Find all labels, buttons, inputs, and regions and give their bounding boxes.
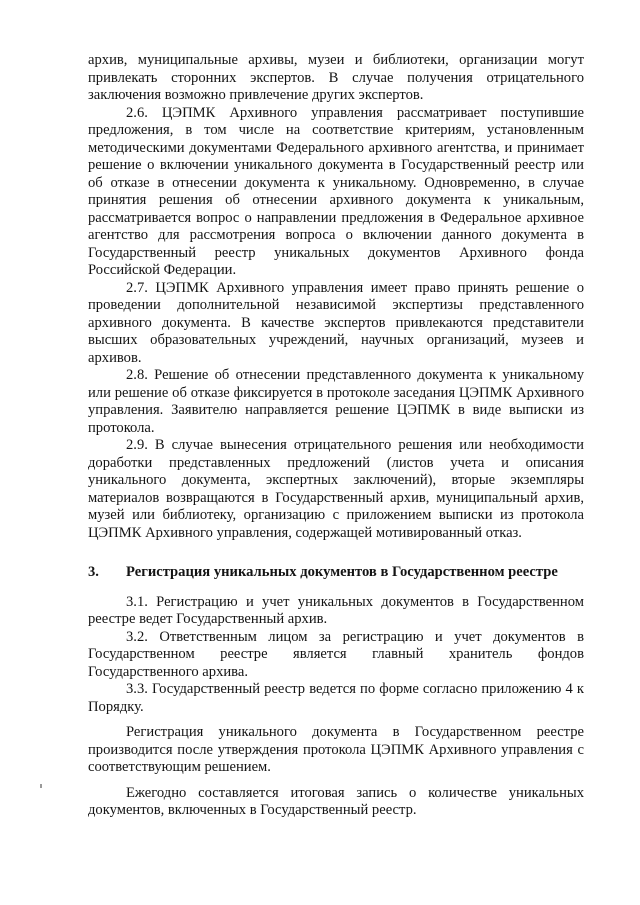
paragraph-spacer xyxy=(88,777,584,785)
section-number: 3. xyxy=(88,564,99,580)
paragraph-2-6: 2.6. ЦЭПМК Архивного управления рассматривает поступившие предложения, в том числе на соответствие критериям, установленным методическими документами Федерального архивного агентства, и принимает решение о включении уникального документа в Государственный реестр или об отказе в отнесении документа к уникальному. Одновременно, в случае принятия решения об отнесении архивного документа к уникальным, рассматривается вопрос о направлении предложения в Федеральное архивное агентство для рассмотрения вопроса о включении данного документа в Государственный реестр уникальных документов Архивного фонда Российской Федерации. xyxy=(88,104,584,278)
paragraph-3-1: 3.1. Регистрацию и учет уникальных документов в Государственном реестре ведет Государственный архив. xyxy=(88,593,584,627)
paragraph-2-8: 2.8. Решение об отнесении представленного документа к уникальному или решение об отказе фиксируется в протоколе заседания ЦЭПМК Архивного управления. Заявителю направляется решение ЦЭПМК в виде выписки из протокола. xyxy=(88,367,584,436)
scan-speck xyxy=(40,784,42,788)
paragraph-archives-continuation: архив, муниципальные архивы, музеи и библиотеки, организации могут привлекать сторонних экспертов. В случае получения отрицательного заключения возможно привлечение других экспертов. xyxy=(88,52,584,103)
paragraph-2-9: 2.9. В случае вынесения отрицательного решения или необходимости доработки представленных предложений (листов учета и описания уникального документа, экспертных заключений), вторые экземпляры материалов возвращаются в Государственный архив, муниципальный архив, музей или библиотеку, организацию с приложением выписки из протокола ЦЭПМК Архивного управления, содержащей мотивированный отказ. xyxy=(88,437,584,541)
section-heading xyxy=(88,564,584,582)
paragraph-registration: Регистрация уникального документа в Государственном реестре производится после утверждения протокола ЦЭПМК Архивного управления с соответствующим решением. xyxy=(88,724,584,775)
section-title: Регистрация уникальных документов в Государственном реестре xyxy=(126,564,558,580)
paragraph-2-7: 2.7. ЦЭПМК Архивного управления имеет право принять решение о проведении дополнительной независимой экспертизы представленного архивного документа. В качестве экспертов привлекаются представители высших образовательных учреждений, научных организаций, музеев и архивов. xyxy=(88,279,584,366)
paragraph-3-3: 3.3. Государственный реестр ведется по форме согласно приложению 4 к Порядку. xyxy=(88,681,584,715)
paragraph-annual-record: Ежегодно составляется итоговая запись о количестве уникальных документов, включенных в Государственный реестр. xyxy=(88,784,584,818)
document-page xyxy=(88,52,584,820)
paragraph-3-2: 3.2. Ответственным лицом за регистрацию и учет документов в Государственном реестре является главный хранитель фондов Государственного архива. xyxy=(88,628,584,680)
paragraph-spacer xyxy=(88,716,584,724)
